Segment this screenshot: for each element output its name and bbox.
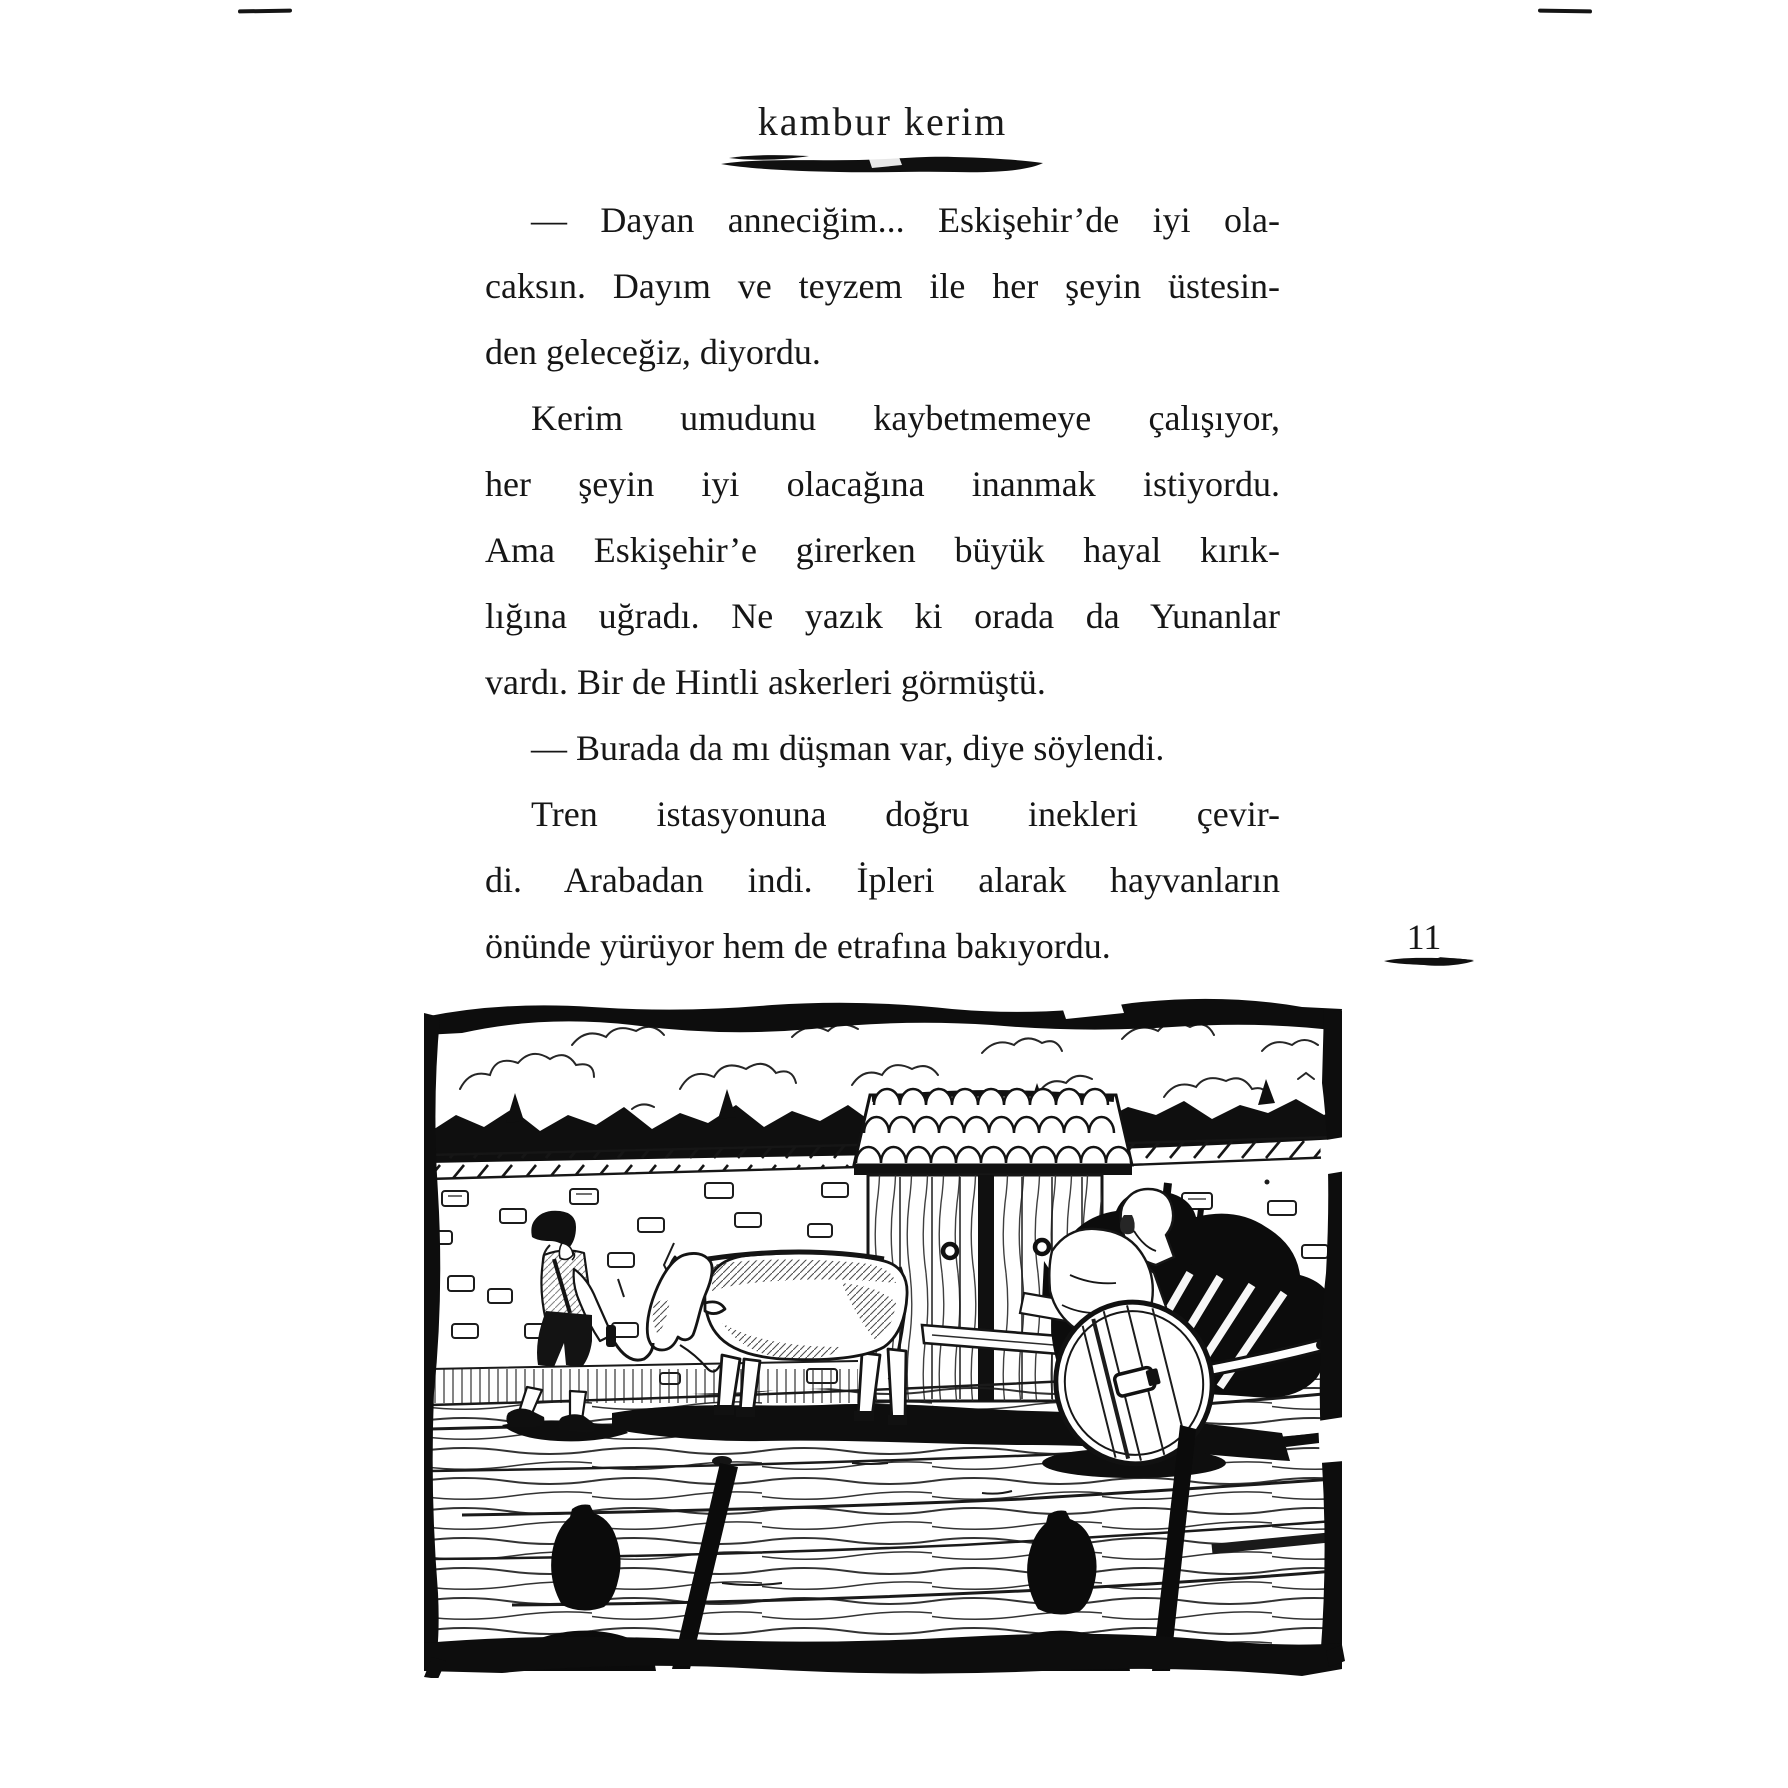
text-line: önünde yürüyor hem de etrafına bakıyordu. bbox=[485, 926, 1111, 966]
crop-mark-right bbox=[1538, 9, 1592, 14]
page-number: 11 bbox=[1406, 917, 1442, 957]
tiled-roof bbox=[854, 1089, 1132, 1165]
text-line: lığına uğradı. Ne yazık ki orada da Yunanlar bbox=[485, 596, 1280, 636]
brush-stroke-divider bbox=[719, 149, 1045, 175]
crop-mark-left bbox=[238, 9, 292, 14]
text-line: di. Arabadan indi. İpleri alarak hayvanların bbox=[485, 860, 1280, 900]
story-illustration bbox=[422, 993, 1345, 1678]
story-text bbox=[485, 187, 1280, 979]
text-line: — Burada da mı düşman var, diye söylendi. bbox=[531, 728, 1165, 768]
text-line: caksın. Dayım ve teyzem ile her şeyin üstesin- bbox=[485, 266, 1280, 306]
woman-face bbox=[1120, 1215, 1135, 1234]
text-line: Kerim umudunu kaybetmemeye çalışıyor, bbox=[531, 398, 1280, 438]
chapter-title: kambur kerim bbox=[757, 99, 1008, 144]
text-line: vardı. Bir de Hintli askerleri görmüştü. bbox=[485, 662, 1046, 702]
text-line: Tren istasyonuna doğru inekleri çevir- bbox=[531, 794, 1280, 834]
page-number-underline bbox=[1382, 953, 1476, 969]
text-line: Ama Eskişehir’e girerken büyük hayal kırık- bbox=[485, 530, 1280, 570]
ox-ear bbox=[705, 1302, 725, 1314]
text-line: her şeyin iyi olacağına inanmak istiyordu. bbox=[485, 464, 1280, 504]
text-line: — Dayan anneciğim... Eskişehir’de iyi ola- bbox=[531, 200, 1280, 240]
text-line: den geleceğiz, diyordu. bbox=[485, 332, 821, 372]
